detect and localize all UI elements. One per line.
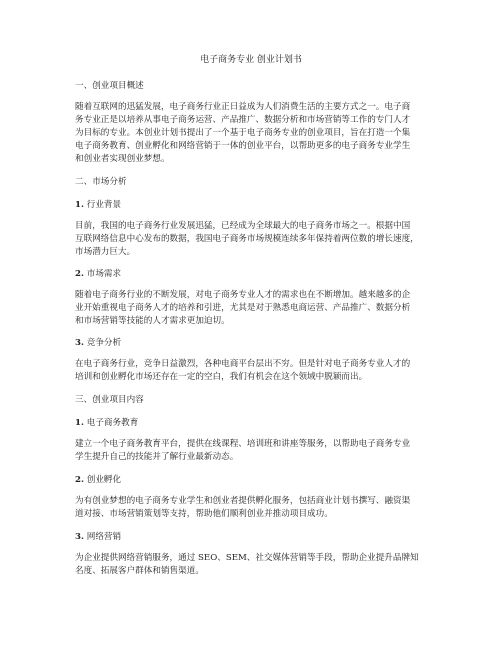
subheading-education <box>75 417 138 429</box>
subheading-incubation <box>75 474 121 486</box>
section-heading-market: 二、市场分析 <box>75 177 127 187</box>
paragraph-line: 和创业者实现创业梦想。 <box>75 154 170 164</box>
subheading-industry <box>75 199 121 211</box>
subheading-online-marketing <box>75 531 121 543</box>
paragraph-line: 为目标的专业。本创业计划书提出了一个基于电子商务专业的创业项目，旨在打造一个集 <box>75 128 411 138</box>
subheading-number: 2. <box>75 269 84 279</box>
subheading-title: 网络营销 <box>86 532 122 542</box>
subheading-title: 市场需求 <box>86 269 122 279</box>
paragraph-line: 互联网络信息中心发布的数据，我国电子商务市场规模连续多年保持着两位数的增长速度， <box>75 234 419 244</box>
subheading-number: 1. <box>75 200 84 210</box>
paragraph-line: 建立一个电子商务教育平台，提供在线课程、培训班和讲座等服务，以帮助电子商务专业 <box>75 439 411 449</box>
paragraph-line: 随着电子商务行业的不断发展，对电子商务专业人才的需求也在不断增加。越来越多的企 <box>75 290 411 300</box>
paragraph-line: 学生提升自己的技能并了解行业最新动态。 <box>75 452 239 462</box>
subheading-competition <box>75 337 121 349</box>
subheading-title: 电子商务教育 <box>86 418 139 428</box>
paragraph-line: 和市场营销等技能的人才需求更加迫切。 <box>75 316 230 326</box>
paragraph-line: 随着互联网的迅猛发展，电子商务行业正日益成为人们消费生活的主要方式之一。电子商 <box>75 102 411 112</box>
paragraph-line: 为企业提供网络营销服务，通过 SEO、SEM、社交媒体营销等手段，帮助企业提升品牌知 <box>75 553 419 563</box>
paragraph-line: 市场潜力巨大。 <box>75 247 136 257</box>
paragraph-line: 务专业正是以培养从事电子商务运营、产品推广、数据分析和市场营销等工作的专门人才 <box>75 115 411 125</box>
paragraph-line: 名度、拓展客户群体和销售渠道。 <box>75 566 204 576</box>
paragraph-line: 培训和创业孵化市场还存在一定的空白，我们有机会在这个领域中脱颖而出。 <box>75 372 368 382</box>
paragraph-line: 在电子商务行业，竞争日益激烈，各种电商平台层出不穷。但是针对电子商务专业人才的 <box>75 359 411 369</box>
paragraph-line: 目前，我国的电子商务行业发展迅猛，已经成为全球最大的电子商务市场之一。根据中国 <box>75 221 411 231</box>
subheading-number: 2. <box>75 475 84 485</box>
paragraph-line: 业开始重视电子商务人才的培养和引进，尤其是对于熟悉电商运营、产品推广、数据分析 <box>75 303 411 313</box>
section-heading-overview: 一、创业项目概述 <box>75 81 144 91</box>
document-title: 电子商务专业 创业计划书 <box>200 55 302 65</box>
subheading-title: 行业背景 <box>86 200 122 210</box>
subheading-number: 1. <box>75 418 84 428</box>
subheading-title: 竞争分析 <box>86 338 122 348</box>
paragraph-line: 为有创业梦想的电子商务专业学生和创业者提供孵化服务，包括商业计划书撰写、融资渠 <box>75 496 411 506</box>
subheading-number: 3. <box>75 532 84 542</box>
paragraph-line: 电子商务教育、创业孵化和网络营销于一体的创业平台，以帮助更多的电子商务专业学生 <box>75 141 411 151</box>
section-heading-project-content: 三、创业项目内容 <box>75 395 144 405</box>
subheading-demand <box>75 268 121 280</box>
paragraph-line: 道对接、市场营销策划等支持，帮助他们顺利创业并推动项目成功。 <box>75 509 333 519</box>
subheading-number: 3. <box>75 338 84 348</box>
subheading-title: 创业孵化 <box>86 475 122 485</box>
